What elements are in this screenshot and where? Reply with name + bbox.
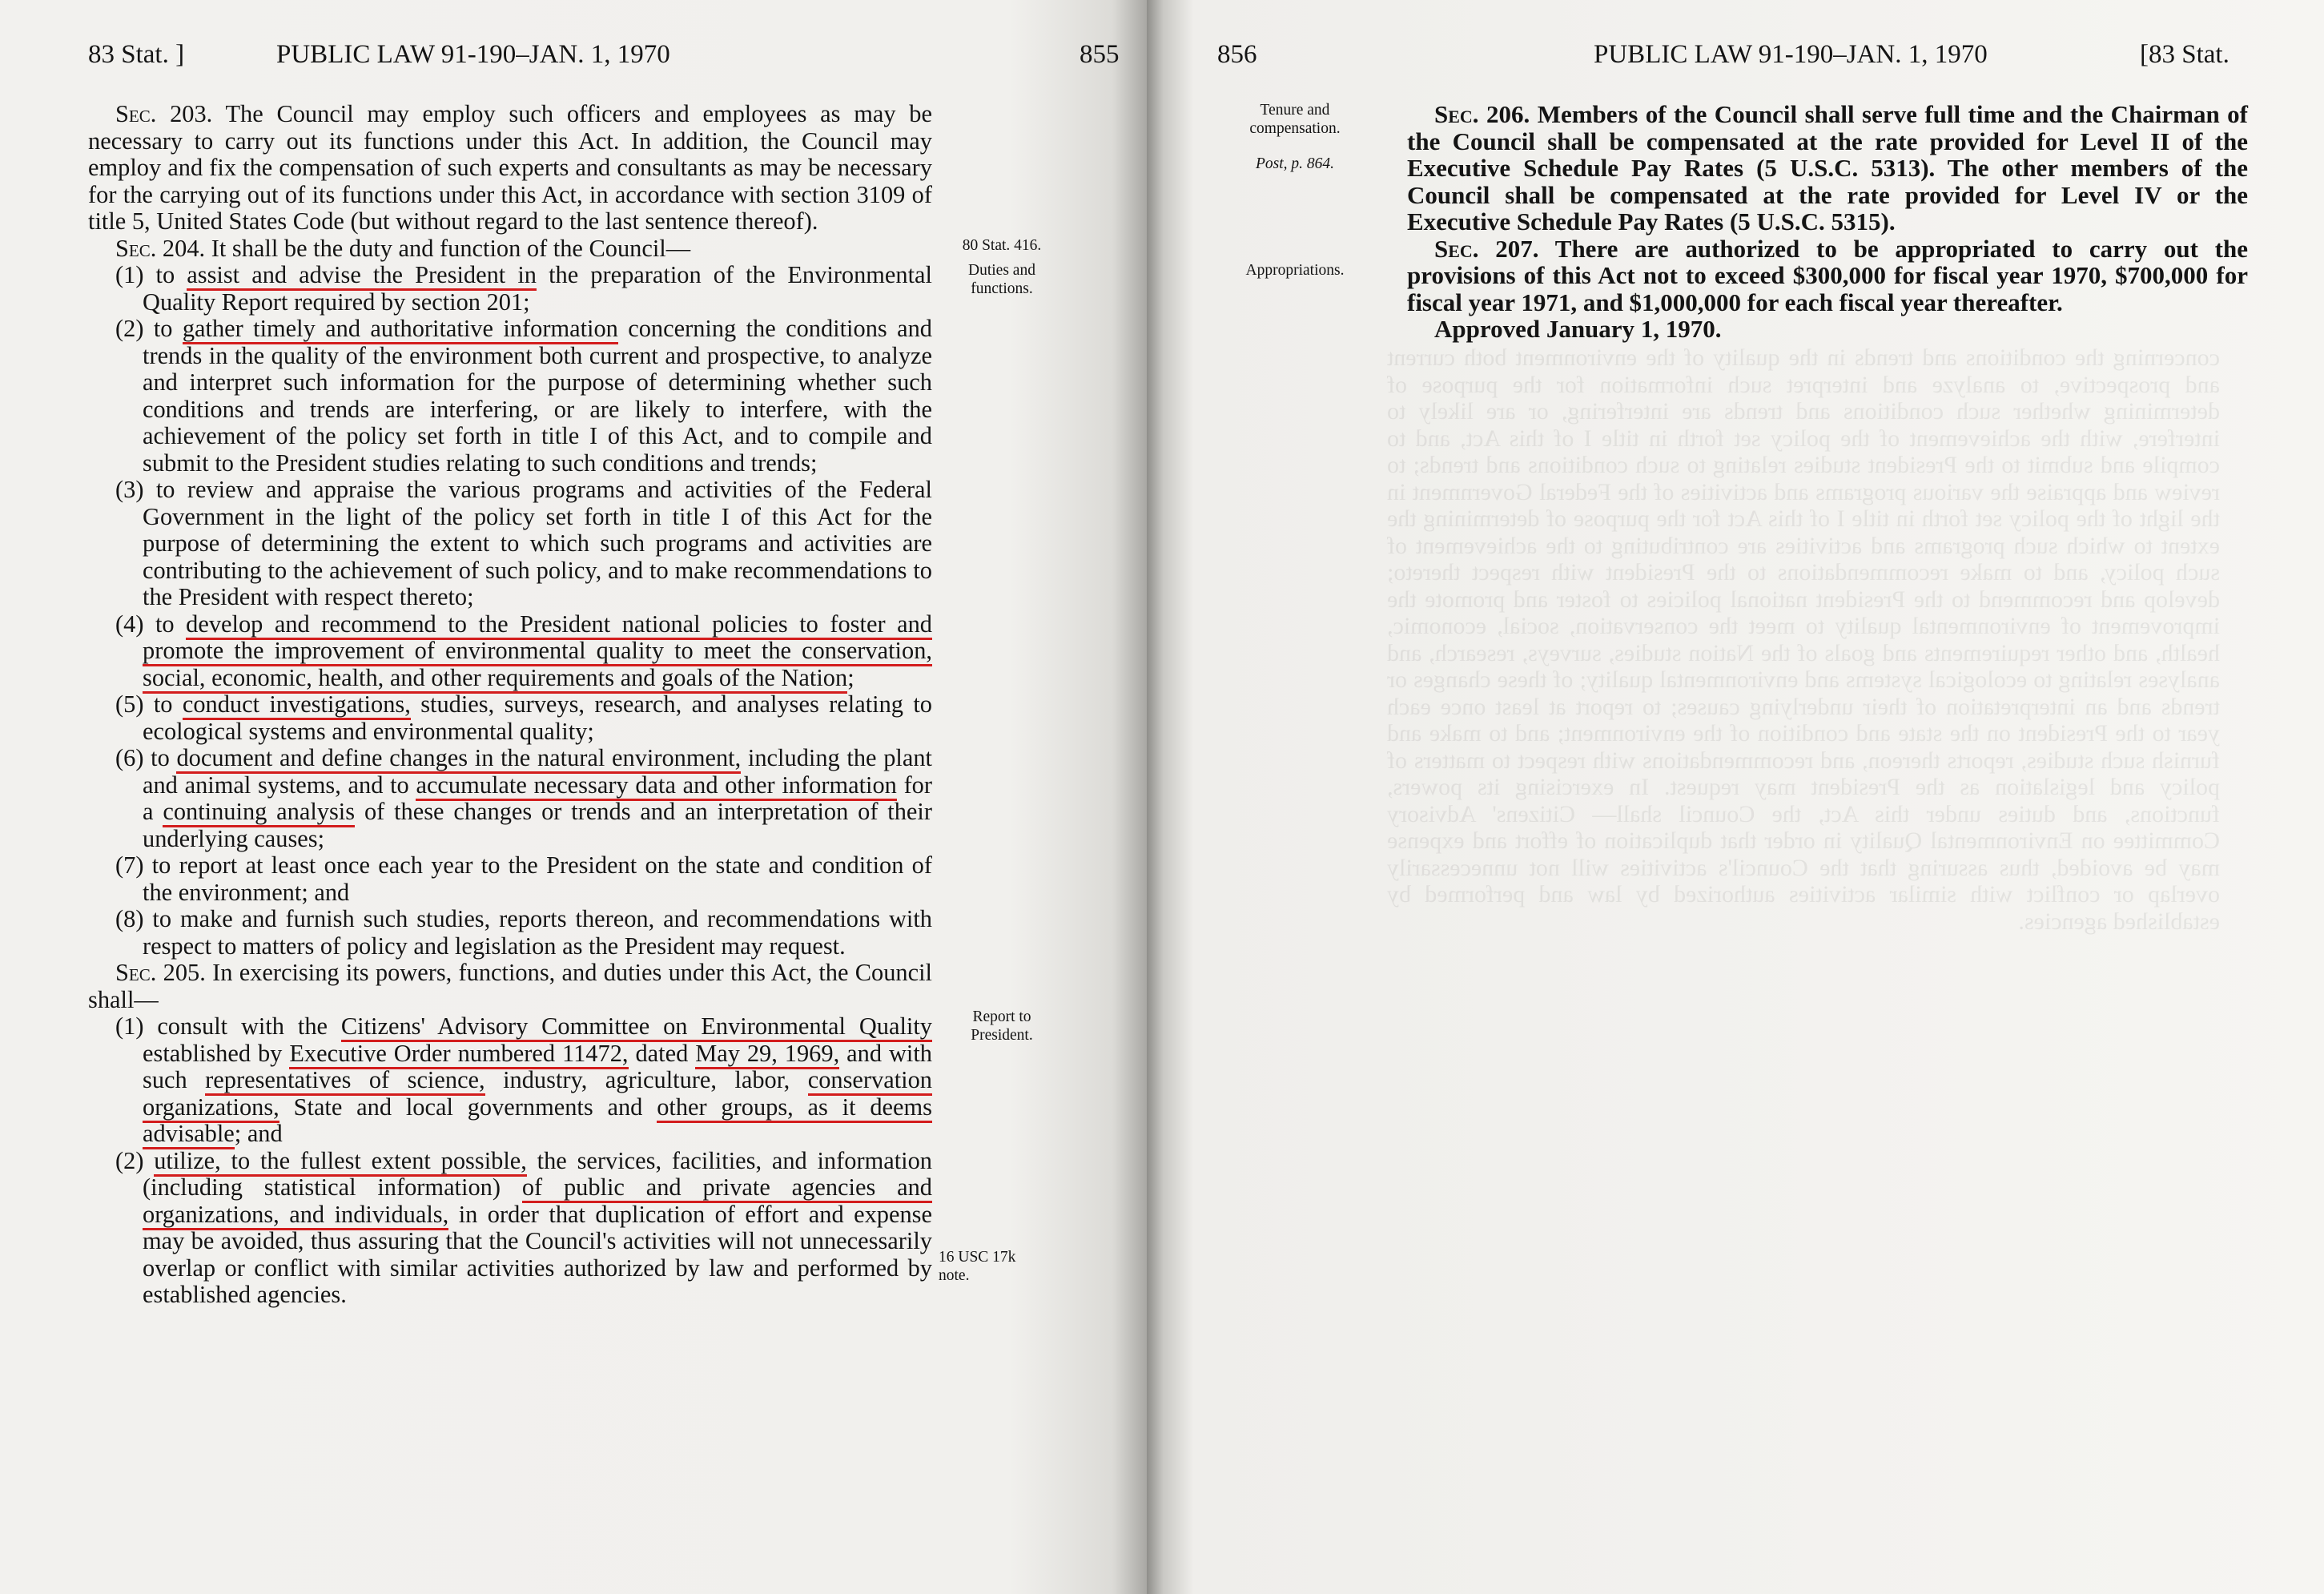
margin-note-stat-416: 80 Stat. 416. [962, 237, 1042, 254]
sec-204-item-6 [88, 745, 932, 852]
left-page-body [88, 101, 932, 1309]
underlined-text: other groups, as it deems advisable [143, 1093, 932, 1150]
sec-204-intro [88, 235, 932, 263]
item-text: the services, facilities, and information (including statistical information) [143, 1146, 932, 1201]
item-text: established by [143, 1039, 283, 1067]
sec-204-item-2 [88, 316, 932, 477]
underlined-text: gather timely and authoritative information [183, 315, 618, 344]
sec-205-heading: Sec. 205. [115, 959, 206, 986]
item-text: to [151, 744, 170, 771]
underlined-text: conservation organizations, [143, 1066, 932, 1123]
sec-207 [1407, 235, 2248, 316]
item-number: (8) [115, 905, 144, 932]
sec-204-intro-text: It shall be the duty and function of the Council— [211, 234, 691, 262]
sec-204-item-3 [88, 477, 932, 611]
right-page-number: 856 [1217, 40, 1257, 69]
item-number: (1) [115, 261, 144, 288]
margin-note-report-line2: President. [971, 1027, 1033, 1044]
left-header-title: PUBLIC LAW 91-190–JAN. 1, 1970 [276, 40, 670, 69]
underlined-text: document and define changes in the natural environment, [176, 744, 741, 774]
item-text: including the plant and animal systems, and to [143, 744, 932, 799]
show-through-line: Citizens' Advisory Committee on Environmental Quality [1386, 800, 2220, 854]
margin-note-tenure-line2: compensation. [1249, 120, 1341, 137]
sec-204-heading: Sec. 204. [115, 234, 206, 262]
item-text: to make and furnish such studies, reports thereon, and recommendations with respect to matters of policy and legislation as the President may request. [143, 905, 932, 960]
underlined-text: utilize, to the fullest extent possible, [154, 1147, 527, 1177]
underlined-text: accumulate necessary data and other information [416, 771, 896, 801]
item-number: (2) [115, 315, 144, 342]
margin-note-usc [939, 1248, 1059, 1285]
left-page-number: 855 [1080, 40, 1120, 69]
show-through-line: to make and furnish such studies, reports thereon, and recommendations with respect to matters of policy and legislation as the President may request. [1386, 720, 2220, 800]
item-text: to [155, 261, 175, 288]
left-header-stat: 83 Stat. ] [88, 40, 185, 69]
margin-note-usc-line2: note. [939, 1267, 970, 1284]
margin-note-duties [942, 261, 1062, 298]
item-text: to report at least once each year to the President on the state and condition of the environment; and [143, 851, 932, 906]
show-through-line: In exercising its powers, functions, and duties under this Act, the Council shall— [1386, 774, 2220, 827]
underlined-text: assist and advise the President in [187, 261, 537, 291]
item-text: to [153, 315, 173, 342]
underlined-text: Citizens' Advisory Committee on Environmental Quality [341, 1012, 932, 1042]
item-number: (3) [115, 476, 144, 503]
item-text: ; [847, 663, 854, 691]
underlined-text: develop and recommend to the President national policies to foster and promote the improvement of environmental quality to meet the conservation, social, economic, health, and other requirements and goals of the Nation [143, 610, 932, 694]
item-text: consult with the [157, 1012, 328, 1040]
sec-204-item-8 [88, 906, 932, 960]
sec-204-item-1 [88, 262, 932, 316]
underlined-text: Executive Order numbered 11472, [289, 1040, 628, 1069]
item-text: ; and [234, 1120, 283, 1147]
item-text: concerning the conditions and trends in the quality of the environment both current and prospective, to analyze and interpret such information for the purpose of determining whether such conditions and trends are interfering, or are likely to interfere, with the achievement of the policy set forth in title I of this Act, and to compile and submit to the President studies relating to such conditions and trends; [143, 315, 932, 477]
sec-204-item-5 [88, 691, 932, 745]
sec-203-text: The Council may employ such officers and employees as may be necessary to carry out its functions under this Act. In addition, the Council may employ and fix the compensation of such experts and consultants as may be necessary for the carrying out of its functions under this Act, in accordance with section 3109 of title 5, United States Code (but without regard to the last sentence thereof). [88, 100, 932, 235]
sec-207-heading: Sec. 207. [1434, 234, 1539, 263]
item-number: (7) [115, 851, 144, 879]
margin-note-report-line1: Report to [972, 1008, 1031, 1025]
sec-204-item-4 [88, 611, 932, 692]
underlined-text: continuing analysis [163, 798, 355, 827]
item-number: (5) [115, 690, 144, 718]
item-number: (2) [115, 1146, 144, 1174]
item-number: (4) [115, 610, 144, 638]
item-text: of these changes or trends and an interpretation of their underlying causes; [143, 798, 932, 852]
item-text: for a [143, 771, 932, 825]
margin-note-tenure [1223, 101, 1367, 138]
item-text: to review and appraise the various programs and activities of the Federal Government in the light of the policy set forth in title I of this Act for the purpose of determining the extent to which such programs and activities are contributing to the achievement of such policy, and to make recommendations to the President with respect thereto; [143, 476, 932, 610]
sec-205-item-1 [88, 1013, 932, 1148]
sec-205-item-2 [88, 1148, 932, 1309]
item-text: State and local governments and [293, 1093, 643, 1121]
margin-note-usc-line1: 16 USC 17k [939, 1249, 1016, 1266]
margin-note-duties-line1: Duties and [968, 262, 1035, 279]
show-through-line: develop and recommend to the President national policies to foster and promote the improvement of environmental quality to meet the conservation, social, economic, health, and other requirements and goals of the Nation [1387, 586, 2220, 666]
approved-date: Approved January 1, 1970. [1434, 315, 1722, 343]
sec-207-text: There are authorized to be appropriated to carry out the provisions of this Act not to exceed $300,000 for fiscal year 1970, $700,000 for fiscal year 1971, and $1,000,000 for each fiscal year thereafter. [1407, 234, 2248, 316]
item-text: industry, agriculture, labor, [503, 1066, 790, 1093]
left-page [0, 0, 1147, 1594]
sec-206-heading: Sec. 206. [1434, 100, 1530, 128]
sec-204-item-7 [88, 852, 932, 906]
right-header-stat: [83 Stat. [2140, 40, 2230, 69]
margin-note-appropriations: Appropriations. [1245, 262, 1345, 279]
margin-note-duties-line2: functions. [971, 280, 1033, 297]
item-text: studies, surveys, research, and analyses relating to ecological systems and environmental quality; [143, 690, 932, 745]
right-page-body [1407, 101, 2248, 343]
show-through-line: to report at least once each year to the President on the state and condition of the environment; and [1386, 693, 2220, 747]
underlined-text: representatives of science, [205, 1066, 485, 1096]
item-text: and with such [143, 1039, 932, 1093]
underlined-text: of public and private agencies and organizations, and individuals, [143, 1173, 932, 1230]
item-number: (6) [115, 744, 144, 771]
show-through-line: studies, surveys, research, and analyses relating to ecological systems and environmental quality; [1387, 639, 2220, 693]
sec-205-intro-text: In exercising its powers, functions, and duties under this Act, the Council shall— [88, 959, 932, 1013]
underlined-text: May 29, 1969, [695, 1040, 839, 1069]
show-through-line: to review and appraise the various programs and activities of the Federal Government in the light of the policy set forth in title I of this Act for the purpose of determining the extent to which such programs and activities are contributing to the achievement of such policy, and to make recommendations to the President with respect thereto; [1386, 452, 2220, 586]
sec-205-intro [88, 960, 932, 1013]
right-header-title: PUBLIC LAW 91-190–JAN. 1, 1970 [1594, 40, 1988, 69]
item-text: in order that duplication of effort and expense may be avoided, thus assuring that the Council's activities will not unnecessarily overlap or conflict with similar activities authorized by law and performed by established agencies. [143, 1200, 932, 1308]
sec-206 [1407, 101, 2248, 235]
item-number: (1) [115, 1012, 144, 1040]
item-text: to [153, 690, 173, 718]
item-text: the preparation of the Environmental Quality Report required by section 201; [143, 261, 932, 316]
item-text: dated [635, 1039, 689, 1067]
show-through-text [1387, 344, 2220, 935]
show-through-line: in order that duplication of effort and expense may be avoided, thus assuring that the Council's activities will not unnecessarily overlap or conflict with similar activities authorized by law and performed by established agencies. [1386, 827, 2220, 935]
show-through-line: of these changes or trends and an interpretation of their underlying causes; [1387, 666, 2220, 720]
right-page [1147, 0, 2324, 1594]
item-text: to [155, 610, 175, 638]
margin-note-tenure-line1: Tenure and [1260, 102, 1330, 119]
margin-note-post: Post, p. 864. [1255, 155, 1335, 172]
sec-203 [88, 101, 932, 235]
show-through-line: concerning the conditions and trends in the quality of the environment both current and prospective, to analyze and interpret such information for the purpose of determining whether such conditions and trends are interfering, or are likely to interfere, with the achievement of the policy set forth in title I of this Act, and to compile and submit to the President studies relating to such conditions and trends; [1387, 344, 2220, 478]
underlined-text: conduct investigations, [183, 690, 411, 720]
margin-note-report [942, 1008, 1062, 1045]
sec-206-text: Members of the Council shall serve full time and the Chairman of the Council shall be compensated at the rate provided for Level II of the Executive Schedule Pay Rates (5 U.S.C. 5313). The other members of the Council shall be compensated at the rate provided for Level IV or the Executive Schedule Pay Rates (5 U.S.C. 5315). [1407, 100, 2248, 235]
sec-203-heading: Sec. 203. [115, 100, 213, 127]
